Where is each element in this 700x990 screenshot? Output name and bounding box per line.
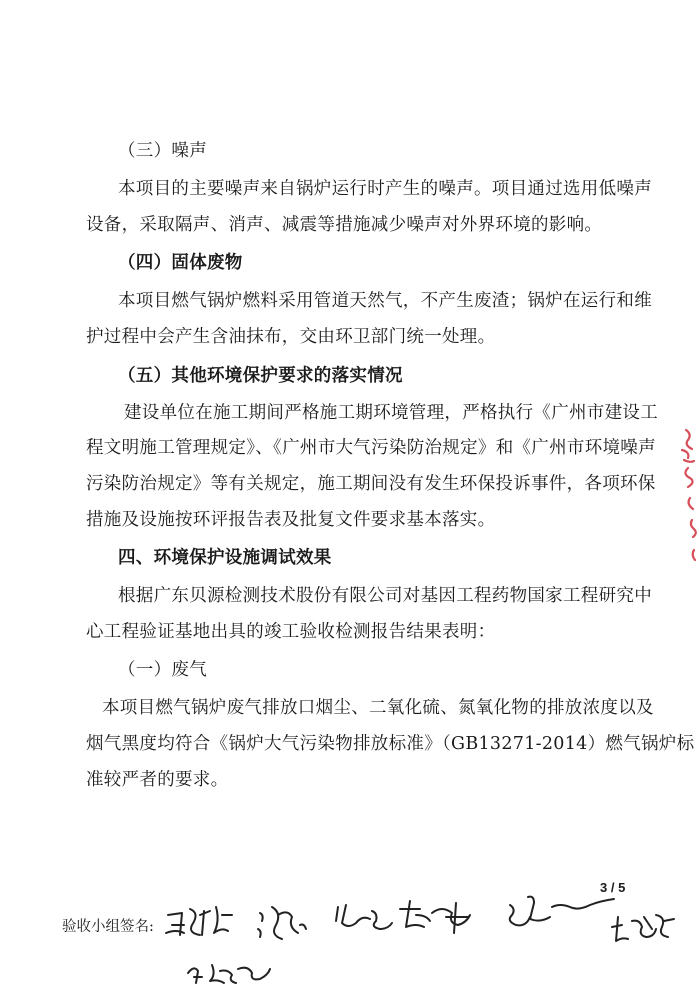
signature-label: 验收小组签名:	[62, 919, 154, 935]
paragraph-line: 措施及设施按环评报告表及批复文件要求基本落实。	[86, 510, 496, 530]
section-heading-noise: （三）噪声	[118, 141, 207, 161]
paragraph-line: 根据广东贝源检测技术股份有限公司对基因工程药物国家工程研究中	[118, 586, 652, 606]
section-heading-solid-waste: （四）固体废物	[118, 253, 243, 273]
paragraph-line: 设备，采取隔声、消声、减震等措施减少噪声对外界环境的影响。	[86, 215, 603, 235]
red-seal-fragment	[672, 420, 700, 570]
paragraph-line: 建设单位在施工期间严格施工期环境管理，严格执行《广州市建设工	[124, 403, 658, 423]
paragraph-line: 心工程验证基地出具的竣工验收检测报告结果表明：	[86, 622, 496, 642]
paragraph-line: 本项目燃气锅炉废气排放口烟尘、二氧化硫、氮氧化物的排放浓度以及	[102, 698, 654, 718]
paragraph-line: 准较严者的要求。	[86, 770, 229, 790]
paragraph-line: 程文明施工管理规定》、《广州市大气污染防治规定》和《广州市环境噪声	[86, 438, 656, 458]
page-number: 3 / 5	[600, 880, 626, 895]
paragraph-line: 护过程中会产生含油抹布，交由环卫部门统一处理。	[86, 327, 496, 347]
handwritten-signatures	[160, 885, 700, 990]
paragraph-line: 烟气黑度均符合《锅炉大气污染物排放标准》（GB13271-2014）燃气锅炉标	[86, 734, 695, 754]
section-heading-exhaust-gas: （一）废气	[118, 660, 207, 680]
paragraph-line: 污染防治规定》等有关规定，施工期间没有发生环保投诉事件，各项环保	[86, 474, 656, 494]
section-heading-other-requirements: （五）其他环境保护要求的落实情况	[118, 366, 403, 386]
section-heading-debugging-effect: 四、环境保护设施调试效果	[118, 548, 332, 568]
paragraph-line: 本项目的主要噪声来自锅炉运行时产生的噪声。项目通过选用低噪声	[118, 179, 652, 199]
paragraph-line: 本项目燃气锅炉燃料采用管道天然气，不产生废渣；锅炉在运行和维	[118, 291, 652, 311]
